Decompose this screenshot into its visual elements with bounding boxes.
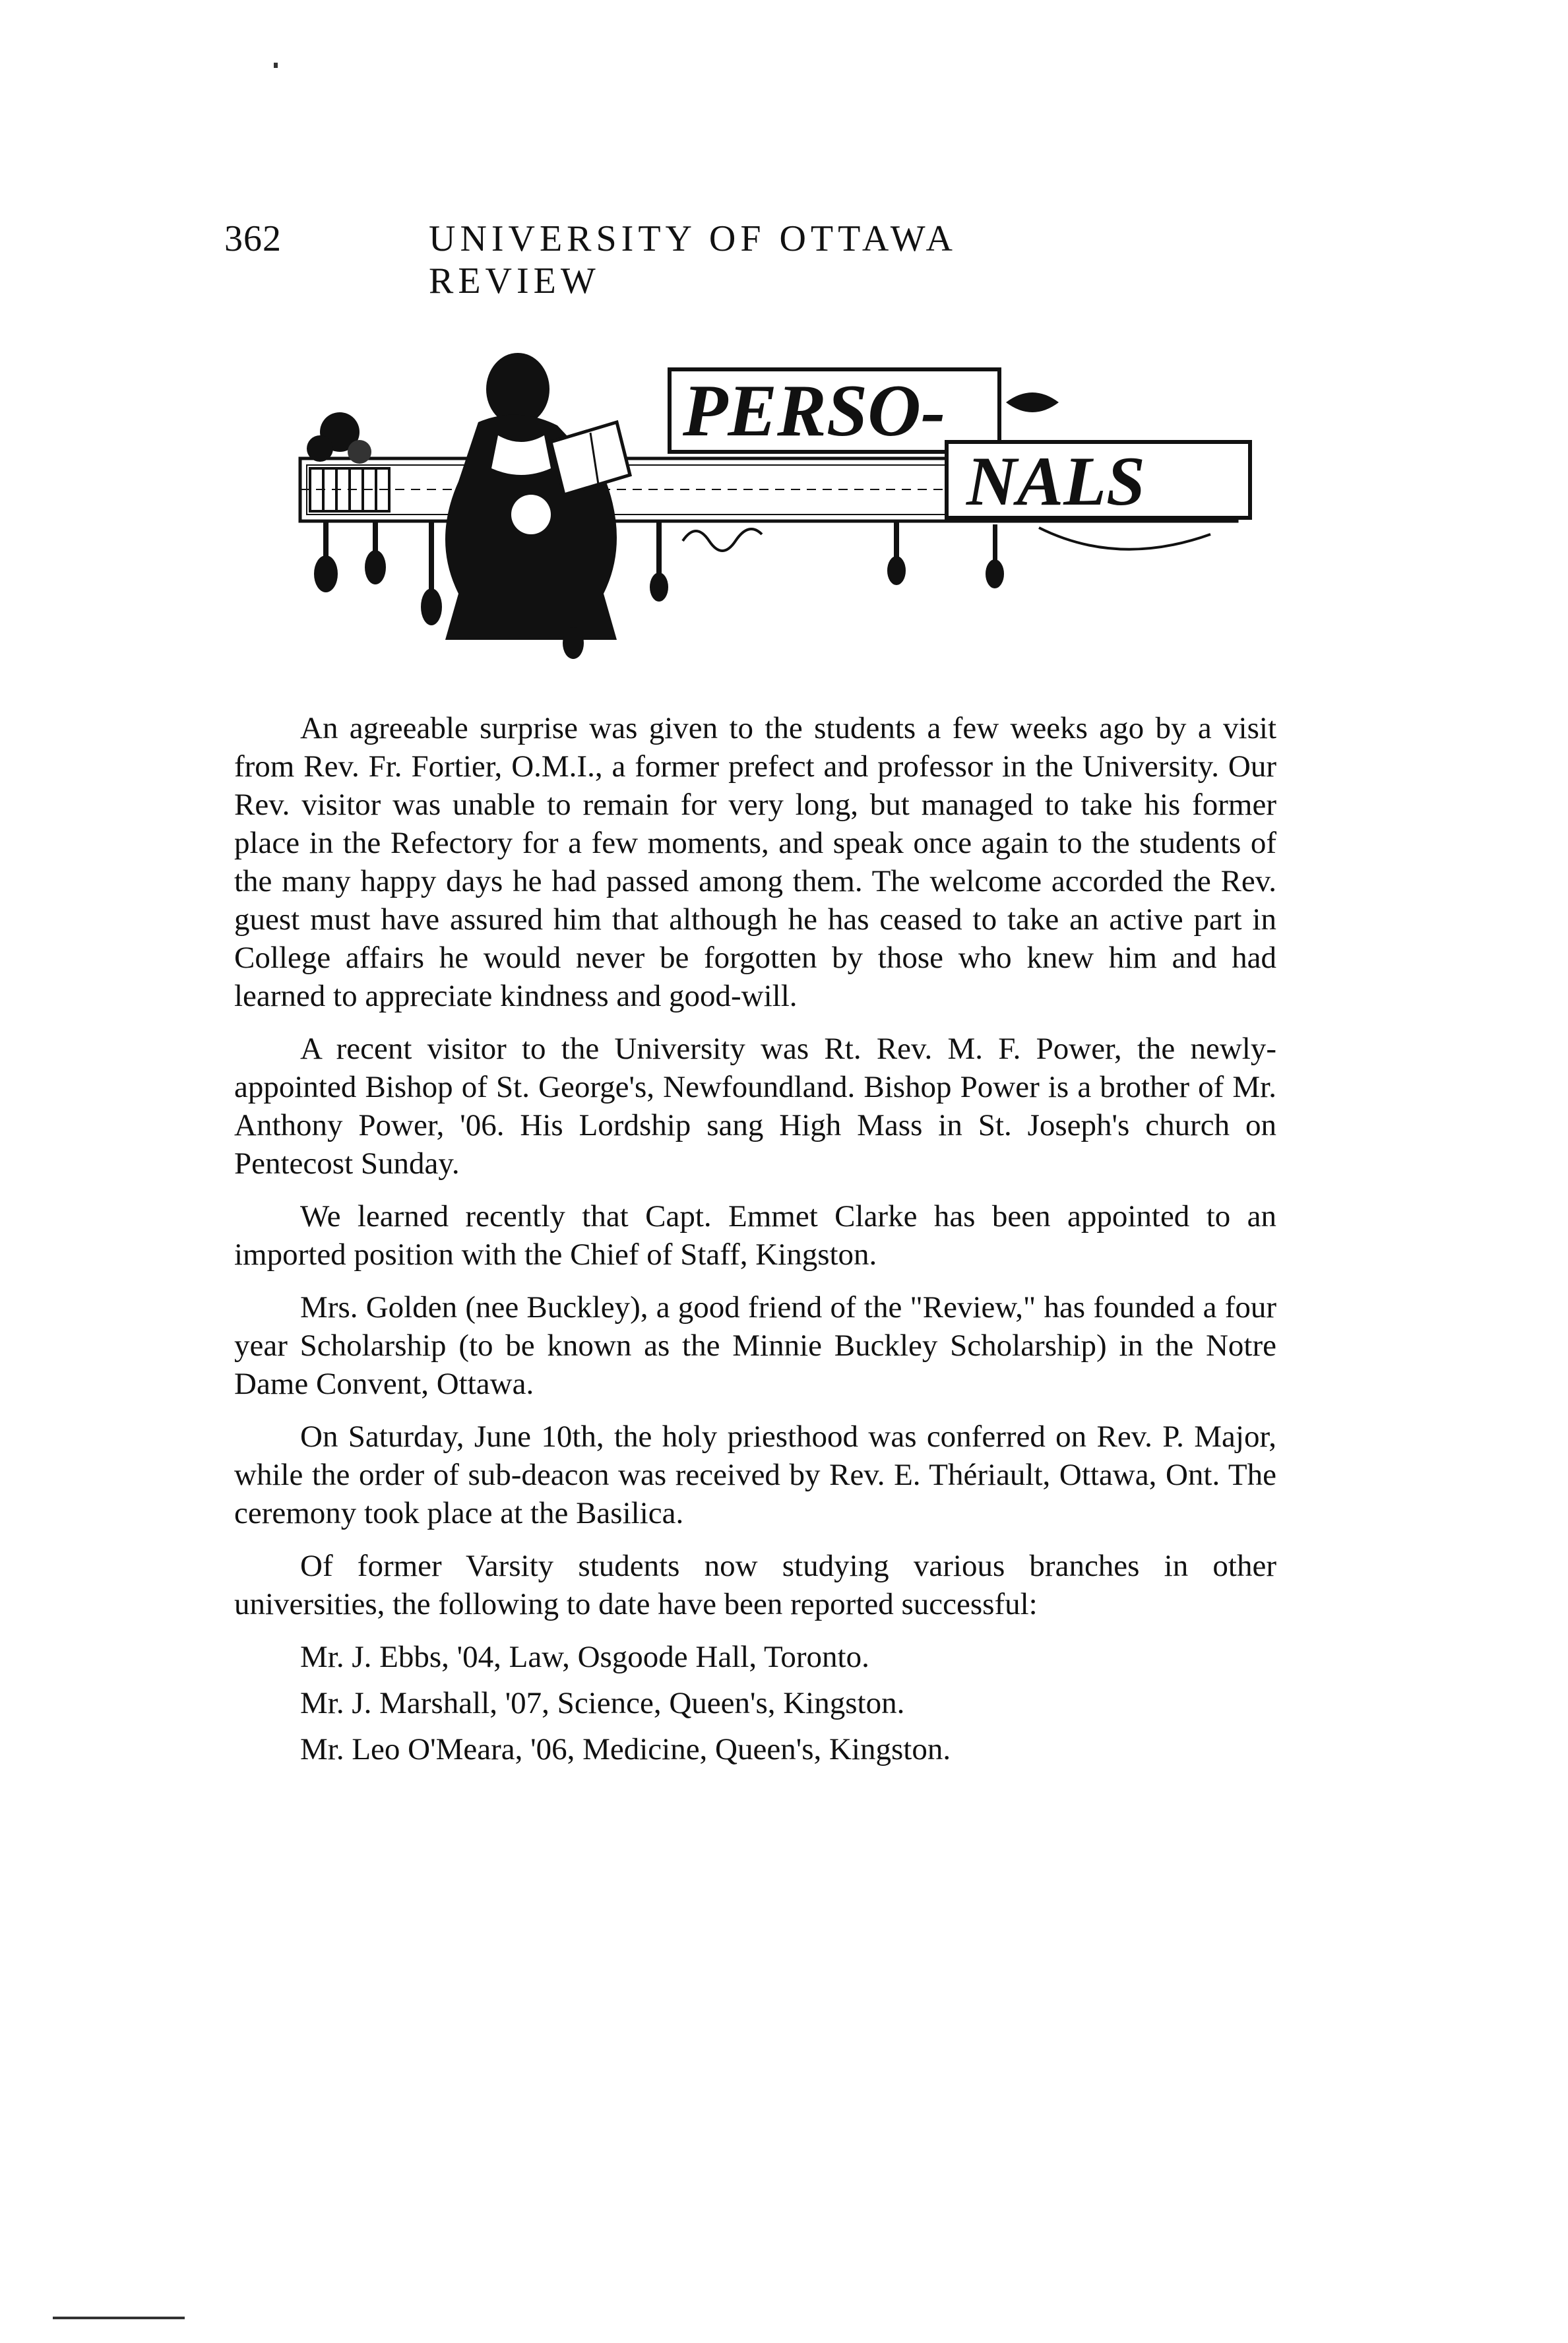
article-body: [234, 709, 1276, 1776]
paragraph-ordination: On Saturday, June 10th, the holy priesthood was conferred on Rev. P. Major, while the order of sub-deacon was received by Rev. E. Thériault, Ottawa, Ont. The ceremony took place at the Basilica.: [234, 1420, 1276, 1530]
paragraph-former-students: Of former Varsity students now studying various branches in other universities, the following to date have been reported successful:: [234, 1549, 1276, 1621]
paragraph-fortier-visit: An agreeable surprise was given to the students a few weeks ago by a visit from Rev. Fr. Fortier, O.M.I., a former prefect and professor in the University. Our Rev. visitor was unable to remain for very long, but managed to take his former place in the Refectory for a few moments, and speak once again to the students of the many happy days he had passed among them. The welcome accorded the Rev. guest must have assured him that although he has ceased to take an active part in College affairs he would never be forgotten by those who knew him and had learned to appreciate kindness and good-will.: [234, 711, 1276, 1013]
personals-banner: [261, 343, 1290, 679]
banner-heading-top: PERSO-: [683, 370, 946, 452]
running-title: UNIVERSITY OF OTTAWA REVIEW: [429, 218, 955, 301]
scan-artifact-bottom-left: [53, 2317, 185, 2319]
page-header: [224, 218, 1108, 301]
list-item: Mr. J. Marshall, '07, Science, Queen's, Kingston.: [300, 1686, 905, 1720]
page-number: 362: [224, 218, 282, 259]
paragraph-capt-clarke: We learned recently that Capt. Emmet Clarke has been appointed to an imported position with the Chief of Staff, Kingston.: [234, 1199, 1276, 1272]
scan-artifact-top-dot: [274, 63, 278, 68]
paragraph-scholarship: Mrs. Golden (nee Buckley), a good friend of the "Review," has founded a four year Scholarship (to be known as the Minnie Buckley Scholarship) in the Notre Dame Convent, Ottawa.: [234, 1290, 1276, 1401]
banner-heading-bottom: NALS: [966, 443, 1145, 520]
paragraph-bishop-power: A recent visitor to the University was Rt. Rev. M. F. Power, the newly-appointed Bishop of St. George's, Newfoundland. Bishop Power is a brother of Mr. Anthony Power, '06. His Lordship sang High Mass in St. Joseph's church on Pentecost Sunday.: [234, 1032, 1276, 1181]
ornamental-personals-banner-icon: [261, 343, 1290, 679]
list-item: Mr. J. Ebbs, '04, Law, Osgoode Hall, Toronto.: [300, 1640, 869, 1674]
list-item: Mr. Leo O'Meara, '06, Medicine, Queen's, Kingston.: [300, 1732, 951, 1766]
